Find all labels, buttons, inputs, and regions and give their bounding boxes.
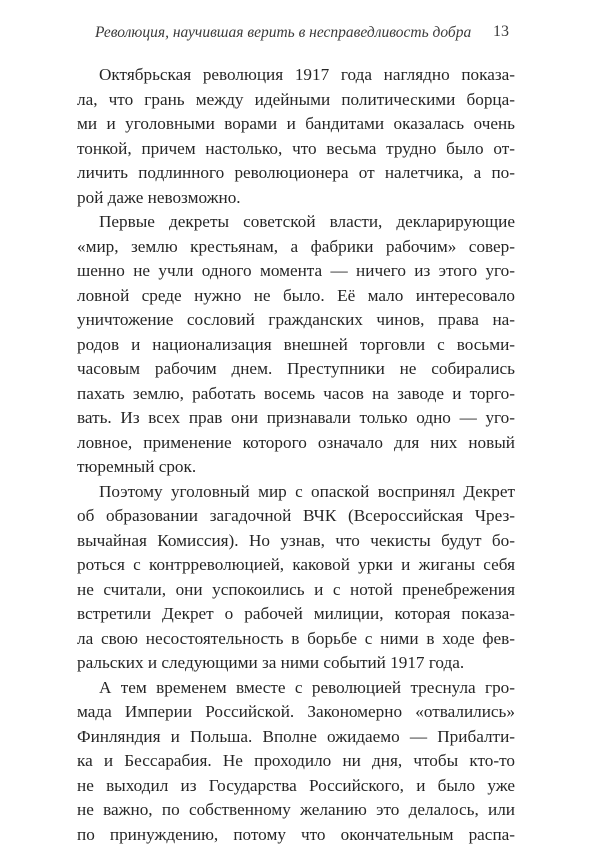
text-line: вать. Из всех прав они признавали только одно — уго-	[77, 406, 515, 431]
text-line: не считали, они успокоились и с нотой пренебрежения	[77, 578, 515, 603]
text-line: Октябрьская революция 1917 года наглядно показа-	[77, 63, 515, 88]
text-line: родов и национализация внешней торговли с восьми-	[77, 333, 515, 358]
text-line: уничтожение сословий гражданских чинов, права на-	[77, 308, 515, 333]
text-line: ральских и следующими за ними событий 1917 года.	[77, 651, 515, 676]
text-line: Финляндия и Польша. Вполне ожидаемо — Прибалти-	[77, 725, 515, 750]
body-text	[77, 63, 515, 847]
text-line: пахать землю, работать восемь часов на заводе и торго-	[77, 382, 515, 407]
text-line: тонкой, причем настолько, что весьма трудно было от-	[77, 137, 515, 162]
text-line: мада Империи Российской. Закономерно «отвалились»	[77, 700, 515, 725]
text-line: встретили Декрет о рабочей милиции, которая показа-	[77, 602, 515, 627]
running-head: Революция, научившая верить в несправедливость добра	[95, 24, 515, 42]
paragraph	[77, 63, 515, 210]
text-line: шенно не учли одного момента — ничего из этого уго-	[77, 259, 515, 284]
text-line: не выходил из Государства Российского, и было уже	[77, 774, 515, 799]
text-line: часовым рабочим днем. Преступники не собирались	[77, 357, 515, 382]
text-line: тюремный срок.	[77, 455, 515, 480]
paragraph	[77, 210, 515, 480]
text-line: ла свою несостоятельность в борьбе с ними в ходе фев-	[77, 627, 515, 652]
text-line: вычайная Комиссия). Но узнав, что чекисты будут бо-	[77, 529, 515, 554]
text-line: рой даже невозможно.	[77, 186, 515, 211]
text-line: роться с контрреволюцией, каковой урки и жиганы себя	[77, 553, 515, 578]
text-line: Поэтому уголовный мир с опаской воспринял Декрет	[77, 480, 515, 505]
text-line: по принуждению, потому что окончательным распа-	[77, 823, 515, 847]
paragraph	[77, 676, 515, 847]
text-line: об образовании загадочной ВЧК (Всероссийская Чрез-	[77, 504, 515, 529]
paragraph	[77, 480, 515, 676]
text-line: ка и Бессарабия. Не проходило ни дня, чтобы кто-то	[77, 749, 515, 774]
text-line: ми и уголовными ворами и бандитами оказалась очень	[77, 112, 515, 137]
text-line: ла, что грань между идейными политическими борца-	[77, 88, 515, 113]
text-line: «мир, землю крестьянам, а фабрики рабочим» совер-	[77, 235, 515, 260]
text-line: ловное, применение которого означало для них новый	[77, 431, 515, 456]
text-line: личить подлинного революционера от налетчика, а по-	[77, 161, 515, 186]
page-number: 13	[493, 23, 509, 41]
text-line: Первые декреты советской власти, декларирующие	[77, 210, 515, 235]
text-line: А тем временем вместе с революцией треснула гро-	[77, 676, 515, 701]
text-line: не важно, по собственному желанию это делалось, или	[77, 798, 515, 823]
text-line: ловной среде нужно не было. Её мало интересовало	[77, 284, 515, 309]
